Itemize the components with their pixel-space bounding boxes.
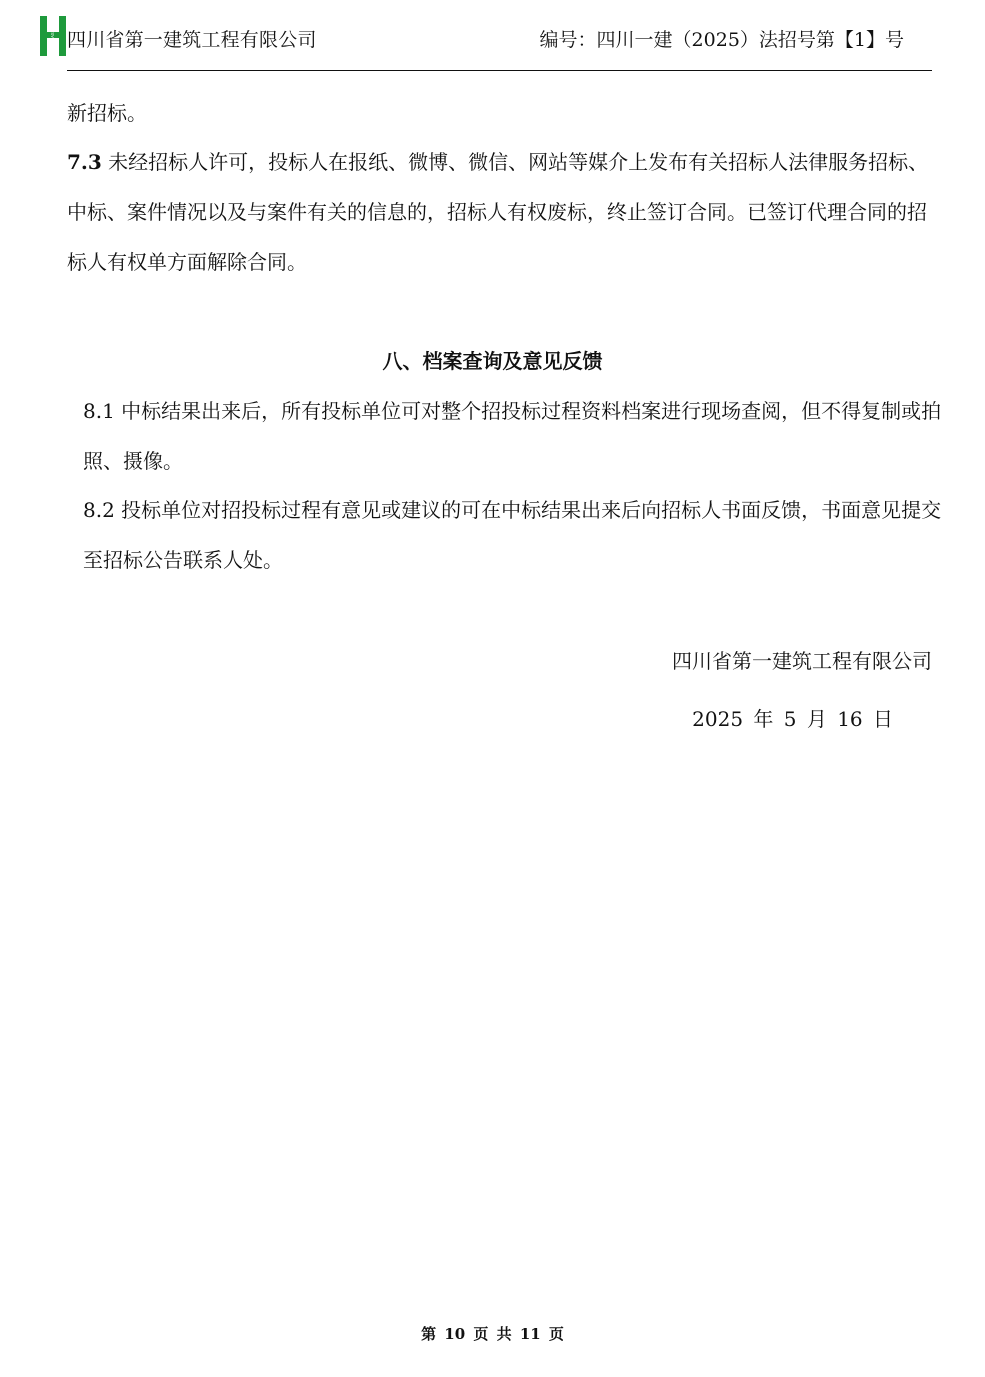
- paragraph-text: 未经招标人许可，投标人在报纸、微博、微信、网站等媒介上发布有关招标人法律服务招标、中标、案件情况以及与案件有关的信息的，招标人有权废标，终止签订合同。已签订代理合同的招标人有权单方面解除合同。: [67, 150, 929, 274]
- paragraph-continuation: [67, 88, 935, 138]
- page-header: [40, 16, 932, 60]
- page-footer: 第 10 页 共 11 页: [421, 1325, 564, 1343]
- paragraph-8-1: 8.1 中标结果出来后，所有投标单位可对整个招投标过程资料档案进行现场查阅，但不得复制或拍照、摄像。: [83, 399, 942, 473]
- clause-number: 7.3: [67, 150, 102, 174]
- document-number: 编号：四川一建（2025）法招号第【1】号: [539, 29, 904, 51]
- paragraph-8-2: 8.2 投标单位对招投标过程有意见或建议的可在中标结果出来后向招标人书面反馈，书面意见提交至招标公告联系人处。: [83, 498, 942, 572]
- paragraph-7-3: [67, 137, 935, 287]
- signature-date: 2025 年 5 月 16 日: [692, 707, 893, 731]
- header-company-name: 四川省第一建筑工程有限公司: [67, 29, 317, 51]
- section-title: 八、档案查询及意见反馈: [382, 349, 603, 373]
- company-logo: [40, 16, 66, 56]
- header-divider: [67, 70, 932, 71]
- paragraph-text: 新招标。: [67, 101, 147, 125]
- logo-text: HUASHI: [50, 28, 56, 44]
- signature-company: 四川省第一建筑工程有限公司: [672, 649, 932, 673]
